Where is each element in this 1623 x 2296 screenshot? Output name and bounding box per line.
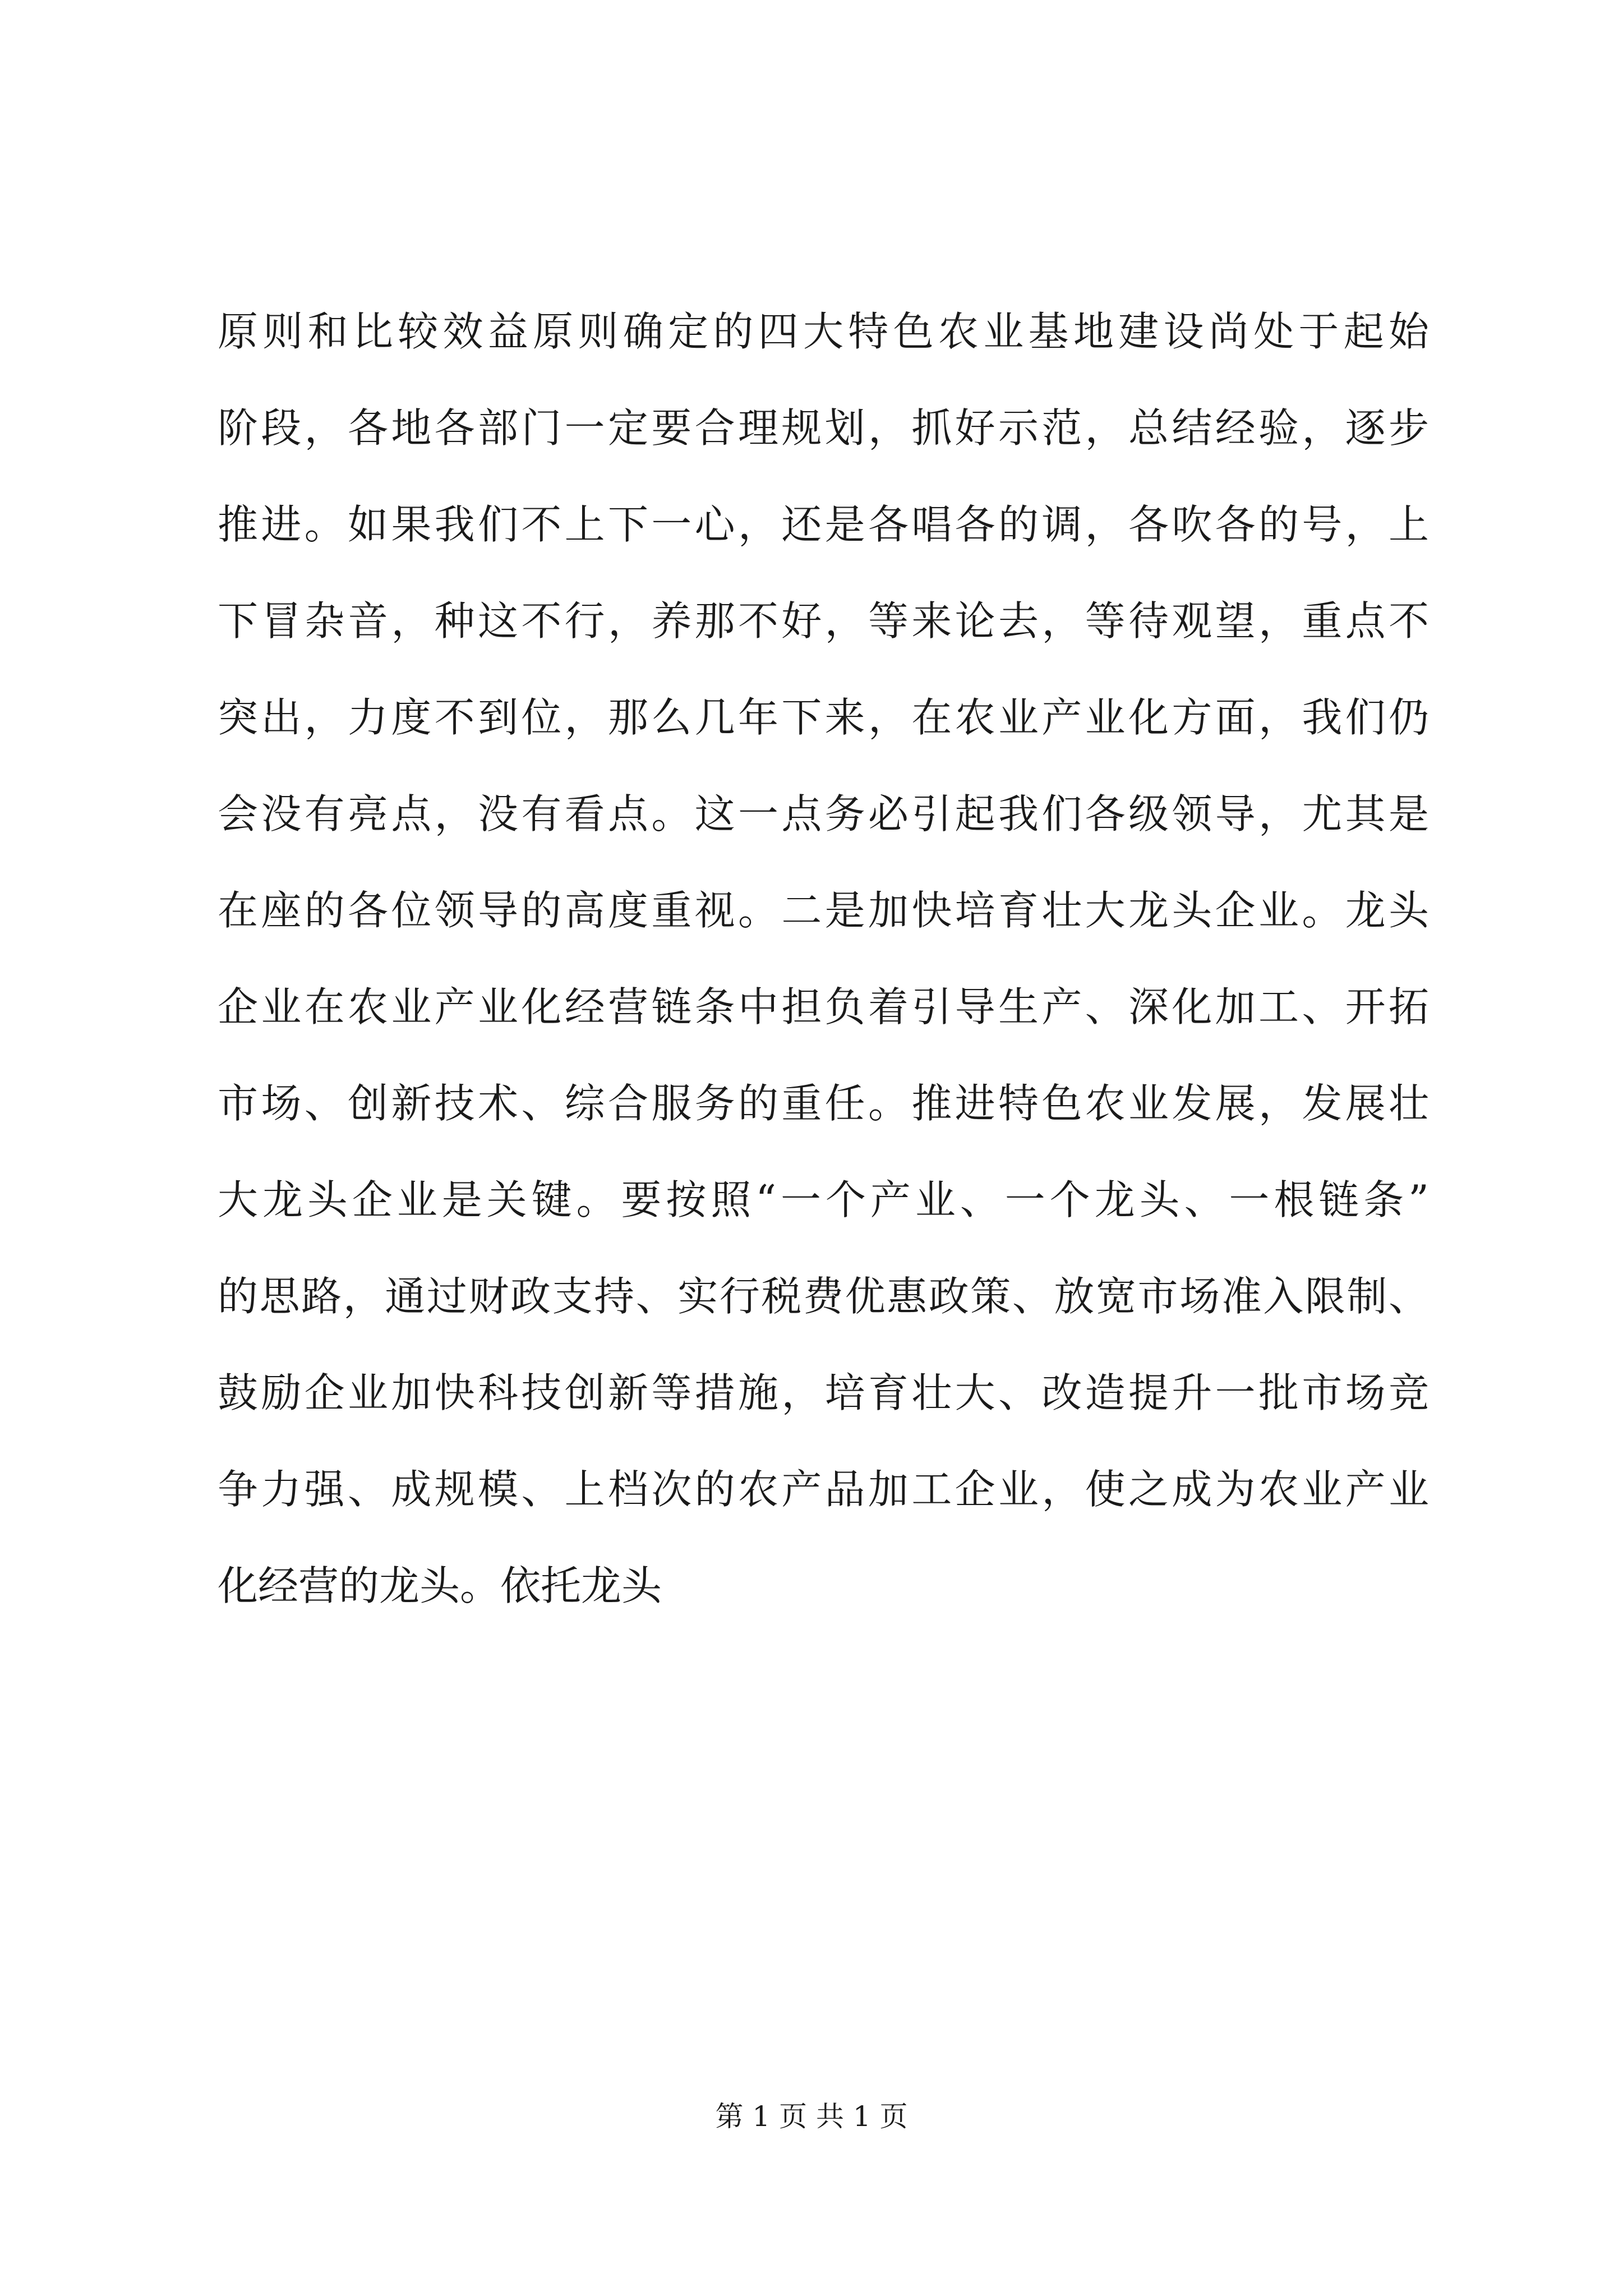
body-line: 市场、创新技术、综合服务的重任。推进特色农业发展，发展壮 [218, 1080, 1429, 1127]
body-line: 的思路，通过财政支持、实行税费优惠政策、放宽市场准入限制、 [218, 1273, 1429, 1320]
body-line: 原则和比较效益原则确定的四大特色农业基地建设尚处于起始 [218, 308, 1429, 355]
body-line: 在座的各位领导的高度重视。二是加快培育壮大龙头企业。龙头 [218, 887, 1429, 934]
body-line: 突出，力度不到位，那么几年下来，在农业产业化方面，我们仍 [218, 694, 1429, 741]
body-line: 化经营的龙头。依托龙头 [218, 1562, 662, 1609]
document-body [218, 283, 1429, 1634]
body-line: 下冒杂音，种这不行，养那不好，等来论去，等待观望，重点不 [218, 597, 1429, 645]
body-line: 争力强、成规模、上档次的农产品加工企业，使之成为农业产业 [218, 1466, 1429, 1513]
body-line: 企业在农业产业化经营链条中担负着引导生产、深化加工、开拓 [218, 983, 1429, 1030]
body-line: 大龙头企业是关键。要按照“一个产业、一个龙头、一根链条” [218, 1176, 1429, 1223]
body-line: 会没有亮点，没有看点。这一点务必引起我们各级领导，尤其是 [218, 790, 1429, 838]
page-footer [0, 2097, 1623, 2136]
body-line: 阶段，各地各部门一定要合理规划，抓好示范，总结经验，逐步 [218, 404, 1429, 452]
body-line: 鼓励企业加快科技创新等措施，培育壮大、改造提升一批市场竞 [218, 1369, 1429, 1416]
page-number-label: 第 1 页 共 1 页 [715, 2100, 908, 2133]
body-line: 推进。如果我们不上下一心，还是各唱各的调，各吹各的号，上 [218, 501, 1429, 548]
